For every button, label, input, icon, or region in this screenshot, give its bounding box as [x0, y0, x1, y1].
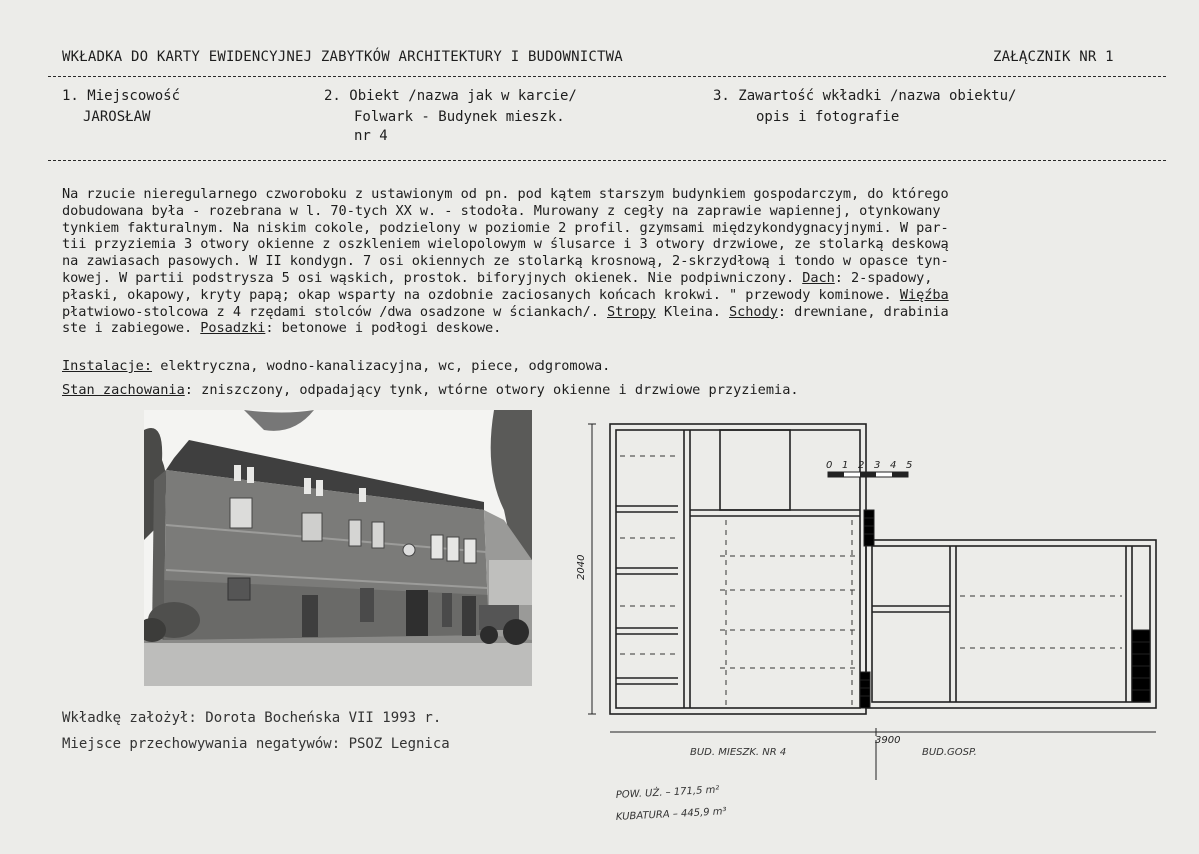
- dim-vertical: 2040: [576, 554, 587, 580]
- negatives-location: Miejsce przechowywania negatywów: PSOZ Legnica: [62, 736, 450, 752]
- field-contents-label: 3. Zawartość wkładki /nazwa obiektu/: [713, 88, 1017, 104]
- installations-line: Instalacje: elektryczna, wodno-kanalizacyjna, wc, piece, odgromowa.: [62, 358, 611, 374]
- field-locality-value: JAROSŁAW: [83, 109, 151, 125]
- form-title: WKŁADKA DO KARTY EWIDENCYJNEJ ZABYTKÓW ARCHITEKTURY I BUDOWNICTWA: [62, 49, 623, 65]
- field-object-label: 2. Obiekt /nazwa jak w karcie/: [324, 88, 577, 104]
- scale-bar: [826, 460, 912, 477]
- created-by: Wkładkę założył: Dorota Bocheńska VII 1993 r.: [62, 710, 442, 726]
- label-residential: BUD. MIESZK. NR 4: [690, 747, 787, 758]
- condition-line: Stan zachowania: zniszczony, odpadający tynk, wtórne otwory okienne i drzwiowe przyziemia.: [62, 382, 799, 398]
- header-rule: [48, 76, 1166, 77]
- building-photograph: [144, 410, 532, 686]
- scale-tick-1: 1: [842, 460, 849, 471]
- dim-bottom: 3900: [875, 735, 901, 746]
- field-object-value-2: nr 4: [354, 128, 388, 144]
- floor-plan-drawing: [570, 410, 1190, 850]
- scale-tick-0: 0: [826, 460, 833, 471]
- volume: KUBATURA – 445,9 m³: [615, 806, 727, 823]
- field-contents-value: opis i fotografie: [756, 109, 900, 125]
- scale-tick-3: 3: [874, 460, 881, 471]
- usable-area: POW. UŻ. – 171,5 m²: [615, 784, 720, 801]
- building-description: Na rzucie nieregularnego czworoboku z ustawionym od pn. pod kątem starszym budynkiem gospodarczym, do którego dobudowana była - rozebrana w l. 70-tych XX w. - stodoła. Murowany z cegły na zaprawie wapiennej, otynkowany tynkiem fakturalnym. Na niskim cokole, podzielony w poziomie 2 profil. gzymsami międzykondygnacyjnymi. W par- tii przyziemia 3 otwory okienne z oszkleniem wielopolowym w ślusarce i 3 otwory drzwiowe, ze stolarką deskową na zawiasach pasowych. W II kondygn. 7 osi okiennych ze stolarką krosnową, 2-skrzydłową i tondo w opasce tyn- kowej. W partii podstrysza 5 osi wąskich, prostok. biforyjnych okienek. Nie podpiwniczony. Dach: 2-spadowy, płaski, okapowy, kryty papą; okap wsparty na ozdobnie zaciosanych końcach krokwi. " przewody kominowe. Więźba płatwiowo-stolcowa z 4 rzędami stolców /dwa osadzone w ściankach/. Stropy Kleina. Schody: drewniane, drabinia ste i zabiegowe. Posadzki: betonowe i podłogi deskowe.: [62, 186, 949, 337]
- scale-tick-5: 5: [906, 460, 913, 471]
- label-farm-building: BUD.GOSP.: [922, 747, 977, 758]
- scale-tick-2: 2: [858, 460, 865, 471]
- field-object-value-1: Folwark - Budynek mieszk.: [354, 109, 565, 125]
- fields-rule: [48, 160, 1166, 161]
- scale-tick-4: 4: [890, 460, 897, 471]
- field-locality-label: 1. Miejscowość: [62, 88, 181, 104]
- annex-number: ZAŁĄCZNIK NR 1: [993, 49, 1114, 65]
